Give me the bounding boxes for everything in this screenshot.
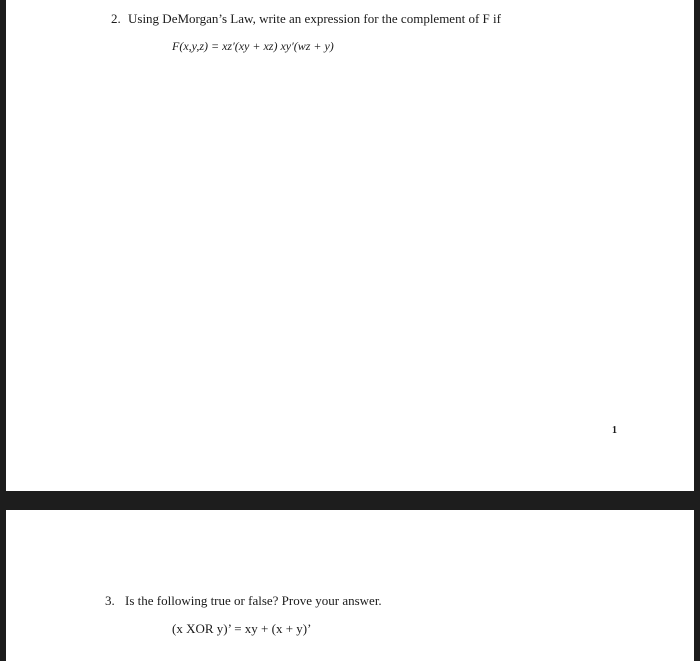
question-2-number: 2. (111, 11, 121, 26)
question-3-text: Is the following true or false? Prove your answer. (125, 593, 382, 608)
question-3-number: 3. (105, 593, 115, 608)
question-2-expression: F(x,y,z) = xz′(xy + xz) xy′(wz + y) (172, 39, 334, 53)
question-3-expression: (x XOR y)’ = xy + (x + y)’ (172, 621, 312, 636)
document-page-1 (6, 0, 694, 491)
question-2-text: Using DeMorgan’s Law, write an expression for the complement of F if (128, 11, 501, 26)
document-page-2 (6, 510, 694, 661)
page-number: 1 (612, 425, 617, 436)
